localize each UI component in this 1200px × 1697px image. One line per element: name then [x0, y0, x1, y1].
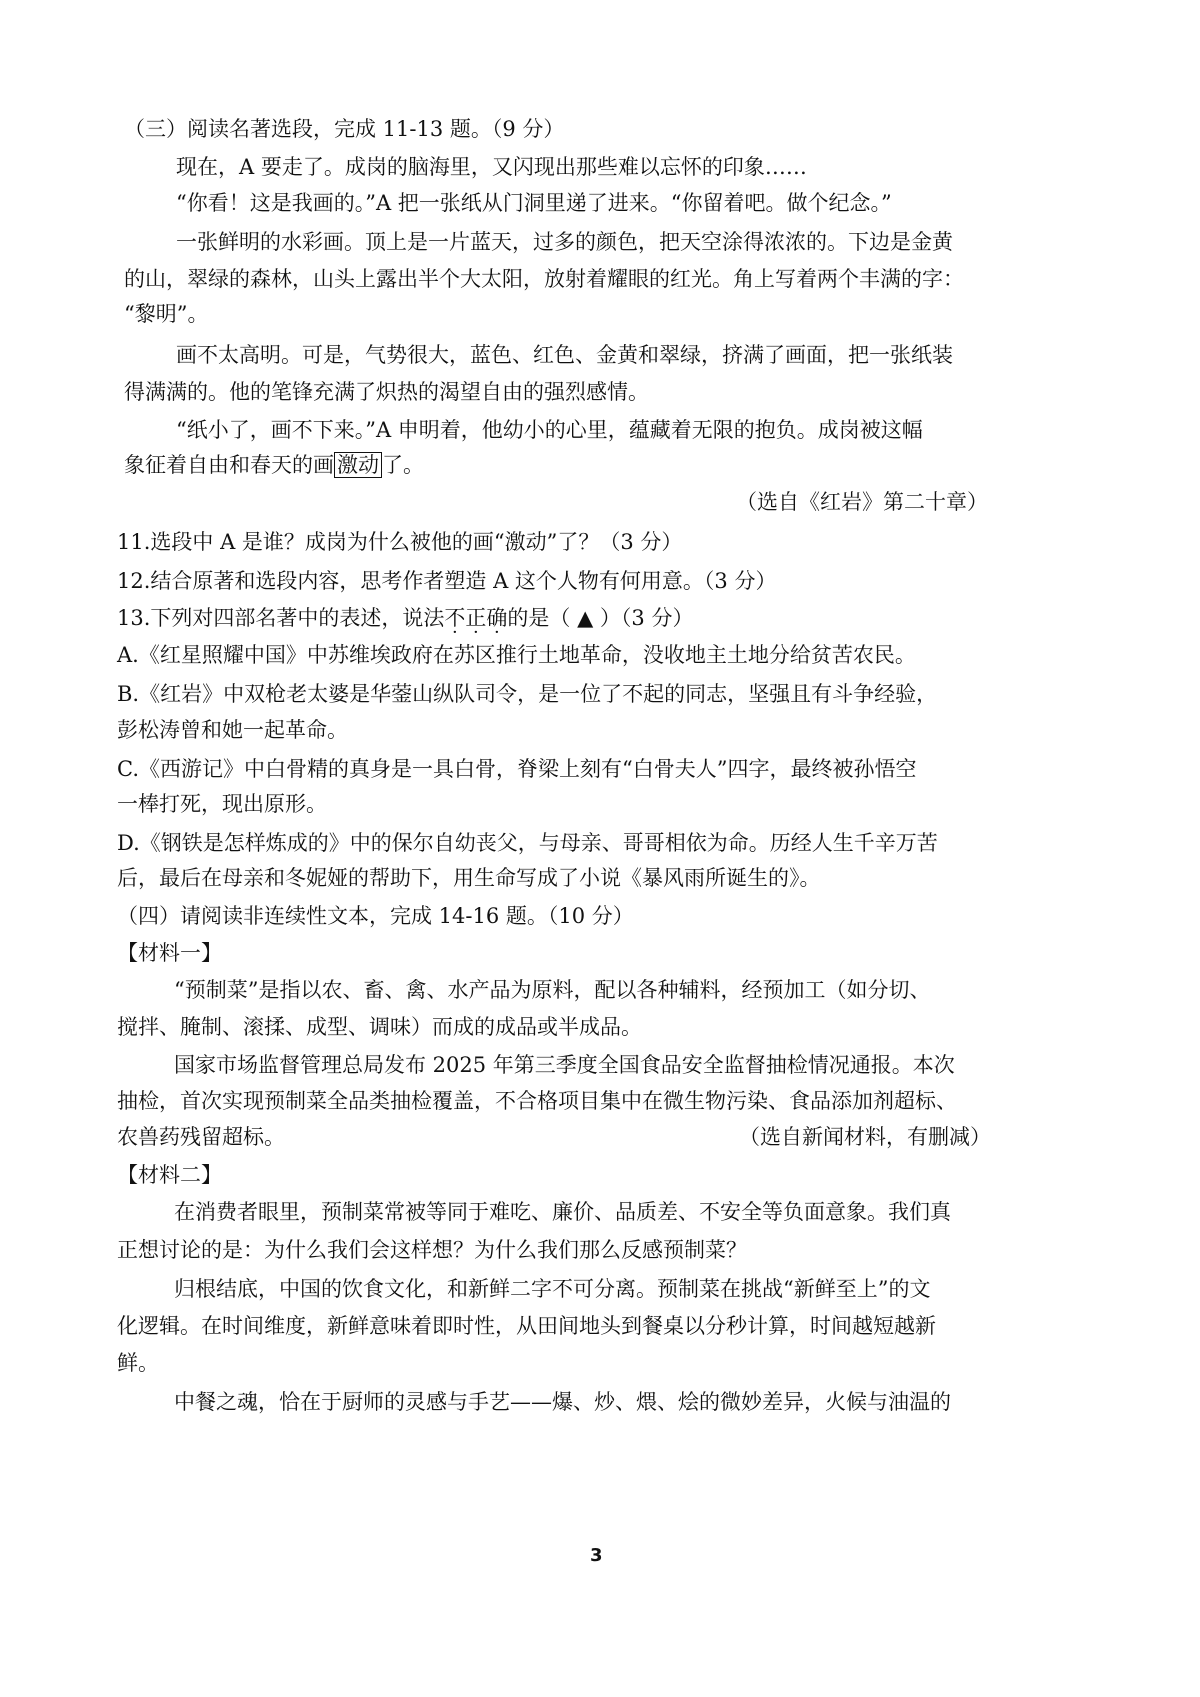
passage-paragraph-4-line-2: 得满满的。他的笔锋充满了炽热的渴望自由的强烈感情。	[124, 380, 649, 404]
passage-paragraph-2: “你看！这是我画的。”A 把一张纸从门洞里递了进来。“你留着吧。做个纪念。”	[176, 191, 892, 215]
option-c-line-1: C.《西游记》中白骨精的真身是一具白骨，脊梁上刻有“白骨夫人”四字，最终被孙悟空	[117, 757, 917, 781]
emphasis-char: 不	[444, 606, 466, 630]
passage-text: 象征着自由和春天的画	[124, 453, 334, 477]
question-12: 12.结合原著和选段内容，思考作者塑造 A 这个人物有何用意。（3 分）	[117, 569, 777, 593]
option-b-line-2: 彭松涛曾和她一起革命。	[117, 718, 348, 742]
material-2-paragraph-1-line-2: 正想讨论的是：为什么我们会这样想？为什么我们那么反感预制菜？	[117, 1238, 747, 1262]
material-1-paragraph-2-line-3: 农兽药残留超标。	[117, 1125, 285, 1149]
option-c-line-2: 一棒打死，现出原形。	[117, 792, 327, 816]
option-d-line-1: D.《钢铁是怎样炼成的》中的保尔自幼丧父，与母亲、哥哥相依为命。历经人生千辛万苦	[117, 831, 938, 855]
material-2-paragraph-2-line-2: 化逻辑。在时间维度，新鲜意味着即时性，从田间地头到餐桌以分秒计算，时间越短越新	[117, 1314, 936, 1338]
triangle-icon: ▲	[577, 606, 594, 630]
material-2-paragraph-2-line-1: 归根结底，中国的饮食文化，和新鲜二字不可分离。预制菜在挑战“新鲜至上”的文	[174, 1277, 931, 1301]
material-1-paragraph-2-line-1: 国家市场监督管理总局发布 2025 年第三季度全国食品安全监督抽检情况通报。本次	[174, 1053, 955, 1077]
material-2-paragraph-1-line-1: 在消费者眼里，预制菜常被等同于难吃、廉价、品质差、不安全等负面意象。我们真	[174, 1200, 951, 1224]
material-2-title: 【材料二】	[117, 1163, 222, 1187]
material-1-paragraph-1-line-2: 搅拌、腌制、滚揉、成型、调味）而成的成品或半成品。	[117, 1015, 642, 1039]
question-text: ）（3 分）	[593, 606, 694, 630]
section4-header: （四）请阅读非连续性文本，完成 14-16 题。（10 分）	[117, 904, 634, 928]
passage-source: （选自《红岩》第二十章）	[736, 490, 988, 514]
material-1-paragraph-2-line-2: 抽检，首次实现预制菜全品类抽检覆盖，不合格项目集中在微生物污染、食品添加剂超标、	[117, 1089, 957, 1113]
passage-paragraph-3-line-1: 一张鲜明的水彩画。顶上是一片蓝天，过多的颜色，把天空涂得浓浓的。下边是金黄	[176, 230, 953, 254]
question-text: 13.下列对四部名著中的表述，说法	[117, 606, 445, 630]
material-1-source: （选自新闻材料，有删减）	[739, 1125, 991, 1149]
section3-header: （三）阅读名著选段，完成 11-13 题。（9 分）	[124, 117, 565, 141]
option-b-line-1: B.《红岩》中双枪老太婆是华蓥山纵队司令，是一位了不起的同志，坚强且有斗争经验，	[117, 682, 938, 706]
passage-paragraph-3-line-2: 的山，翠绿的森林，山头上露出半个大太阳，放射着耀眼的红光。角上写着两个丰满的字：	[124, 267, 964, 291]
emphasis-char: 确	[486, 606, 508, 630]
passage-paragraph-1: 现在，A 要走了。成岗的脑海里，又闪现出那些难以忘怀的印象……	[176, 155, 807, 179]
page-number: 3	[590, 1545, 603, 1566]
question-11: 11.选段中 A 是谁？成岗为什么被他的画“激动”了？（3 分）	[117, 530, 683, 554]
passage-paragraph-3-line-3: “黎明”。	[124, 302, 209, 326]
material-1-paragraph-1-line-1: “预制菜”是指以农、畜、禽、水产品为原料，配以各种辅料，经预加工（如分切、	[174, 978, 931, 1002]
material-1-title: 【材料一】	[117, 941, 222, 965]
passage-paragraph-5-line-1: “纸小了，画不下来。”A 申明着，他幼小的心里，蕴藏着无限的抱负。成岗被这幅	[176, 418, 923, 442]
passage-text: 了。	[382, 453, 424, 477]
passage-paragraph-4-line-1: 画不太高明。可是，气势很大，蓝色、红色、金黄和翠绿，挤满了画面，把一张纸装	[176, 343, 953, 367]
question-13	[117, 606, 693, 631]
boxed-word: 激动	[334, 452, 382, 478]
option-a: A.《红星照耀中国》中苏维埃政府在苏区推行土地革命，没收地主土地分给贫苦农民。	[117, 643, 916, 667]
material-2-paragraph-2-line-3: 鲜。	[117, 1351, 159, 1375]
question-text: 的是（	[507, 606, 578, 630]
option-d-line-2: 后，最后在母亲和冬妮娅的帮助下，用生命写成了小说《暴风雨所诞生的》。	[117, 866, 821, 890]
material-2-paragraph-3-line-1: 中餐之魂，恰在于厨师的灵感与手艺——爆、炒、煨、烩的微妙差异，火候与油温的	[174, 1390, 951, 1414]
passage-paragraph-5-line-2	[124, 453, 424, 478]
emphasis-char: 正	[465, 606, 487, 630]
